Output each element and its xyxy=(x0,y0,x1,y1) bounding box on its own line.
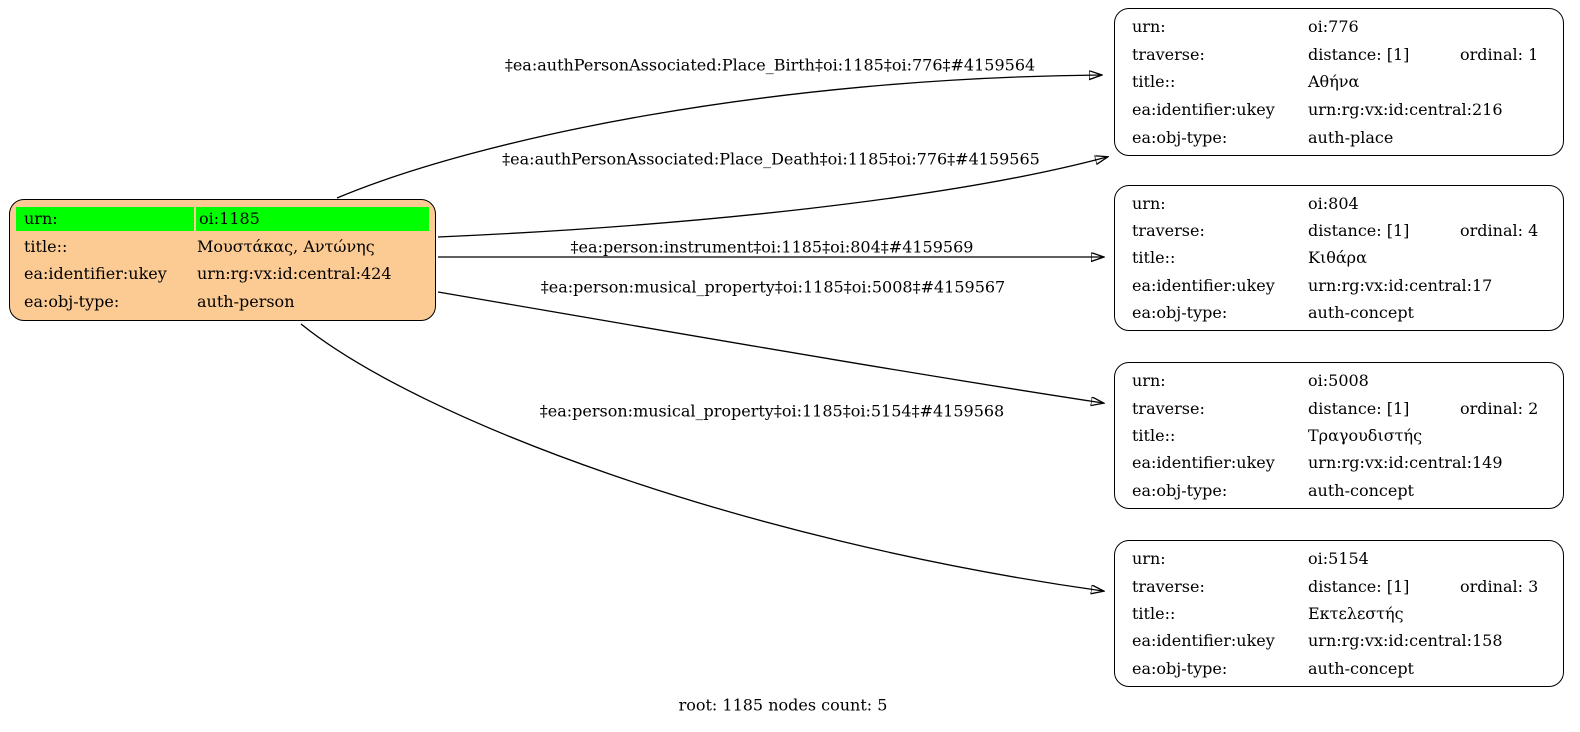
ukey-label: ea:identifier:ukey xyxy=(1132,453,1275,473)
traverse-label: traverse: xyxy=(1132,398,1205,418)
ordinal-value: ordinal: 3 xyxy=(1460,576,1539,596)
objtype-value: auth-person xyxy=(197,291,295,311)
urn-label: urn: xyxy=(16,207,194,231)
ukey-label: ea:identifier:ukey xyxy=(1132,100,1275,120)
edge-path-musical-property-5154 xyxy=(301,324,1103,591)
edge-label-musical-property-5154: ‡ea:person:musical_property‡oi:1185‡oi:5154‡#4159568 xyxy=(539,401,1005,421)
title-value: Μουστάκας, Αντώνης xyxy=(197,236,375,256)
urn-label: urn: xyxy=(1132,194,1166,214)
traverse-label: traverse: xyxy=(1132,221,1205,241)
title-value: Εκτελεστής xyxy=(1308,603,1404,623)
edge-label-place-death: ‡ea:authPersonAssociated:Place_Death‡oi:1185‡oi:776‡#4159565 xyxy=(502,149,1040,169)
objtype-label: ea:obj-type: xyxy=(1132,658,1228,678)
node-card-oi776[interactable] xyxy=(1114,8,1564,156)
distance-value: distance: [1] xyxy=(1308,44,1410,64)
ukey-label: ea:identifier:ukey xyxy=(1132,275,1275,295)
urn-value: oi:5154 xyxy=(1308,549,1369,569)
root-title-row xyxy=(16,233,429,261)
ukey-value: urn:rg:vx:id:central:216 xyxy=(1308,100,1503,120)
root-urn-row xyxy=(16,205,429,233)
distance-value: distance: [1] xyxy=(1308,576,1410,596)
ukey-value: urn:rg:vx:id:central:158 xyxy=(1308,631,1503,651)
ukey-value: urn:rg:vx:id:central:424 xyxy=(197,264,392,284)
objtype-label: ea:obj-type: xyxy=(24,291,120,311)
urn-label: urn: xyxy=(1132,549,1166,569)
root-node-card[interactable] xyxy=(9,199,436,321)
objtype-value: auth-concept xyxy=(1308,658,1414,678)
ordinal-value: ordinal: 4 xyxy=(1460,221,1539,241)
root-objtype-row xyxy=(16,288,429,316)
ordinal-value: ordinal: 1 xyxy=(1460,44,1539,64)
title-label: title:: xyxy=(1132,603,1176,623)
urn-value: oi:804 xyxy=(1308,194,1359,214)
node-card-oi5154[interactable] xyxy=(1114,540,1564,687)
ukey-label: ea:identifier:ukey xyxy=(1132,631,1275,651)
root-ukey-row xyxy=(16,260,429,288)
title-label: title:: xyxy=(1132,248,1176,268)
traverse-label: traverse: xyxy=(1132,576,1205,596)
objtype-label: ea:obj-type: xyxy=(1132,480,1228,500)
title-value: Τραγουδιστής xyxy=(1308,425,1423,445)
ukey-value: urn:rg:vx:id:central:149 xyxy=(1308,453,1503,473)
urn-label: urn: xyxy=(1132,17,1166,37)
objtype-label: ea:obj-type: xyxy=(1132,127,1228,147)
title-label: title:: xyxy=(1132,72,1176,92)
distance-value: distance: [1] xyxy=(1308,221,1410,241)
node-card-oi804[interactable] xyxy=(1114,185,1564,331)
urn-label: urn: xyxy=(1132,371,1166,391)
node-card-oi5008[interactable] xyxy=(1114,362,1564,509)
objtype-value: auth-concept xyxy=(1308,480,1414,500)
objtype-value: auth-place xyxy=(1308,127,1394,147)
urn-value: oi:1185 xyxy=(196,207,429,231)
objtype-value: auth-concept xyxy=(1308,302,1414,322)
objtype-label: ea:obj-type: xyxy=(1132,302,1228,322)
title-value: Αθήνα xyxy=(1308,72,1360,92)
ukey-label: ea:identifier:ukey xyxy=(24,264,167,284)
urn-value: oi:5008 xyxy=(1308,371,1369,391)
edge-path-place-death xyxy=(438,157,1107,237)
urn-value: oi:776 xyxy=(1308,17,1359,37)
title-label: title:: xyxy=(24,236,68,256)
ukey-value: urn:rg:vx:id:central:17 xyxy=(1308,275,1493,295)
ordinal-value: ordinal: 2 xyxy=(1460,398,1539,418)
distance-value: distance: [1] xyxy=(1308,398,1410,418)
edge-label-musical-property-5008: ‡ea:person:musical_property‡oi:1185‡oi:5008‡#4159567 xyxy=(540,277,1006,297)
title-value: Κιθάρα xyxy=(1308,248,1367,268)
edge-label-place-birth: ‡ea:authPersonAssociated:Place_Birth‡oi:1185‡oi:776‡#4159564 xyxy=(504,55,1036,75)
traverse-label: traverse: xyxy=(1132,44,1205,64)
title-label: title:: xyxy=(1132,425,1176,445)
edge-path-place-birth xyxy=(337,75,1101,198)
graph-footer: root: 1185 nodes count: 5 xyxy=(678,695,888,715)
edge-path-musical-property-5008 xyxy=(438,292,1103,403)
edge-label-instrument: ‡ea:person:instrument‡oi:1185‡oi:804‡#4159569 xyxy=(570,237,974,257)
